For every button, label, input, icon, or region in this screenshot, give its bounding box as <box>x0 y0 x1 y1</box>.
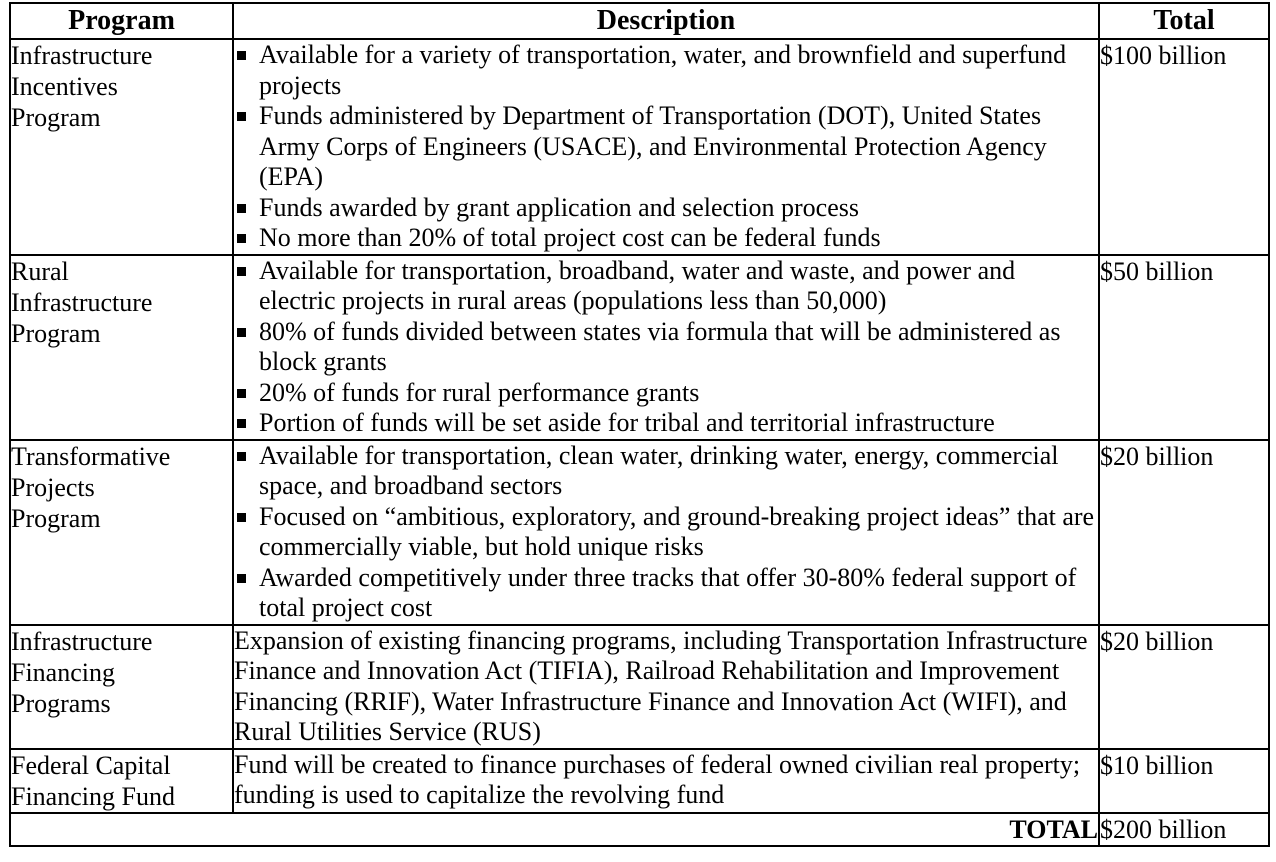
description-text: Expansion of existing financing programs, including Transportation Infrastructure Finance and Innovation Act (TIFIA), Railroad Rehabilitation and Improvement Financing (RRIF), Water Infrastructure Finance and Innovation Act (WIFI), and Rural Utilities Service (RUS) <box>234 625 1088 746</box>
program-name-line: Federal Capital <box>11 750 171 780</box>
header-row <box>10 3 1269 39</box>
description-cell <box>233 625 1099 749</box>
table-row <box>10 39 1269 255</box>
infrastructure-programs-table <box>9 2 1270 847</box>
description-bullet-list <box>234 441 1098 624</box>
total-amount-cell: $20 billion <box>1099 625 1269 749</box>
bullet-square-icon <box>237 513 246 522</box>
program-name-line: Incentives <box>11 72 118 101</box>
program-name-cell <box>10 39 233 255</box>
table-row <box>10 625 1269 749</box>
program-name-line: Infrastructure <box>11 41 153 70</box>
column-header-description: Description <box>233 3 1099 39</box>
table-header <box>10 3 1269 39</box>
bullet-text: Available for transportation, clean water, drinking water, energy, commercial space, and broadband sectors <box>259 440 1059 500</box>
bullet-square-icon <box>237 51 246 60</box>
bullet-text: Available for transportation, broadband, water and waste, and power and electric projects in rural areas (populations less than 50,000) <box>259 255 1016 315</box>
list-item <box>234 317 1098 378</box>
total-amount-cell: $20 billion <box>1099 440 1269 625</box>
description-cell <box>233 440 1099 625</box>
bullet-square-icon <box>237 234 246 243</box>
table-footer-row <box>10 813 1269 846</box>
bullet-square-icon <box>237 328 246 337</box>
grand-total-label: TOTAL <box>10 813 1099 846</box>
description-cell <box>233 255 1099 440</box>
list-item <box>234 223 1098 254</box>
column-header-program: Program <box>10 3 233 39</box>
description-cell <box>233 749 1099 813</box>
bullet-text: Funds administered by Department of Transportation (DOT), United States Army Corps of Engineers (USACE), and Environmental Protection Agency (EPA) <box>259 101 1047 191</box>
bullet-square-icon <box>237 389 246 398</box>
program-name-line: Financing <box>11 657 115 687</box>
total-amount-cell: $10 billion <box>1099 749 1269 813</box>
table-row <box>10 255 1269 440</box>
bullet-text: Awarded competitively under three tracks that offer 30-80% federal support of total project cost <box>259 562 1077 622</box>
program-name-line: Rural <box>11 256 69 286</box>
grand-total-value: $200 billion <box>1099 813 1269 846</box>
bullet-text: 80% of funds divided between states via formula that will be administered as block grants <box>259 316 1061 376</box>
program-name-cell <box>10 749 233 813</box>
description-bullet-list <box>234 40 1098 254</box>
program-name-line: Infrastructure <box>11 287 153 317</box>
program-name-line: Infrastructure <box>11 626 153 656</box>
table-row <box>10 440 1269 625</box>
list-item <box>234 408 1098 439</box>
bullet-text: Available for a variety of transportation, water, and brownfield and superfund projects <box>259 40 1067 100</box>
program-name-line: Programs <box>11 688 111 718</box>
list-item <box>234 101 1098 193</box>
table-body <box>10 39 1269 846</box>
bullet-square-icon <box>237 204 246 213</box>
program-name-line: Financing Fund <box>11 781 175 811</box>
program-name-cell <box>10 255 233 440</box>
list-item <box>234 563 1098 624</box>
program-name-line: Projects <box>11 472 95 502</box>
program-name-line: Program <box>11 318 101 348</box>
bullet-text: 20% of funds for rural performance grants <box>259 377 700 407</box>
bullet-square-icon <box>237 452 246 461</box>
total-amount-cell: $100 billion <box>1099 39 1269 255</box>
description-bullet-list <box>234 256 1098 439</box>
bullet-text: No more than 20% of total project cost can be federal funds <box>259 223 881 252</box>
list-item <box>234 441 1098 502</box>
list-item <box>234 378 1098 409</box>
bullet-square-icon <box>237 267 246 276</box>
bullet-square-icon <box>237 112 246 121</box>
description-cell <box>233 39 1099 255</box>
program-name-cell <box>10 440 233 625</box>
bullet-text: Funds awarded by grant application and selection process <box>259 192 859 222</box>
list-item <box>234 502 1098 563</box>
bullet-text: Portion of funds will be set aside for tribal and territorial infrastructure <box>259 408 995 437</box>
column-header-total: Total <box>1099 3 1269 39</box>
list-item <box>234 256 1098 317</box>
list-item <box>234 40 1098 101</box>
table-row <box>10 749 1269 813</box>
program-name-cell <box>10 625 233 749</box>
bullet-square-icon <box>237 574 246 583</box>
bullet-square-icon <box>237 419 246 428</box>
description-text: Fund will be created to finance purchases of federal owned civilian real property; funding is used to capitalize the revolving fund <box>234 749 1081 809</box>
program-name-line: Program <box>11 103 101 132</box>
list-item <box>234 193 1098 224</box>
program-name-line: Transformative <box>11 441 171 471</box>
program-name-line: Program <box>11 503 101 533</box>
total-amount-cell: $50 billion <box>1099 255 1269 440</box>
bullet-text: Focused on “ambitious, exploratory, and ground-breaking project ideas” that are commercially viable, but hold unique risks <box>259 501 1095 561</box>
